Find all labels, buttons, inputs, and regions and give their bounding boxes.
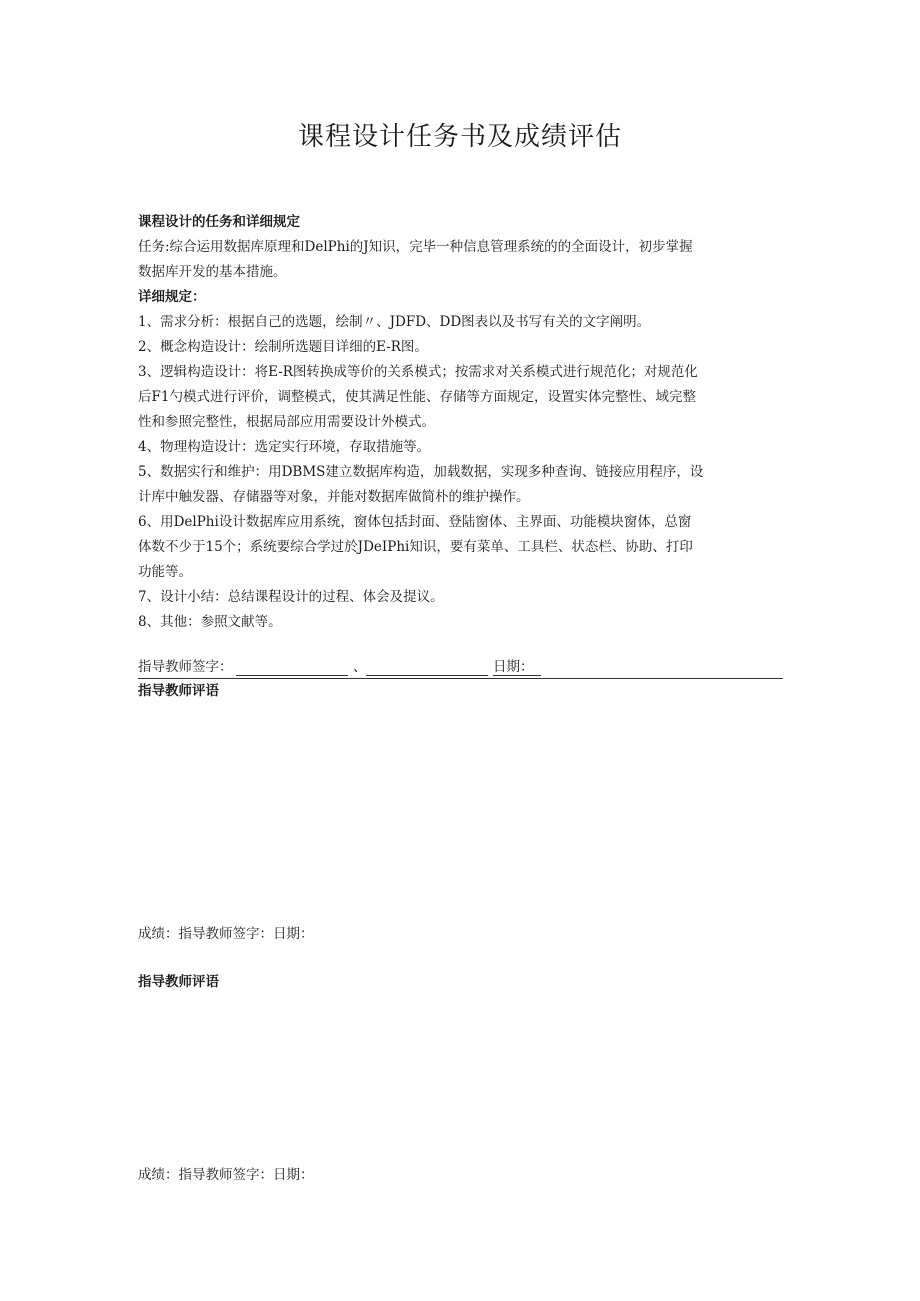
task-line-1: 任务:综合运用数据库原理和DelPhi的J知识，完毕一种信息管理系统的的全面设计，初步掌握 [138, 239, 693, 255]
review-heading-1: 指导教师评语 [138, 683, 219, 699]
task-section [138, 210, 783, 635]
detail-line: 1、需求分析：根据自己的选题，绘制〃、JDFD、DD图表以及书写有关的文字阐明。 [138, 314, 651, 330]
details-heading: 详细规定： [138, 289, 206, 305]
detail-line: 计库中触发器、存储器等对象，并能对数据库做简朴的维护操作。 [138, 489, 530, 505]
review-footer-1: 成绩：指导教师签字：日期： [138, 926, 314, 942]
detail-line: 功能等。 [138, 564, 192, 580]
detail-line: 2、概念构造设计：绘制所选题目详细的E-R图。 [138, 339, 428, 355]
detail-line: 4、物理构造设计：选定实行环境，存取措施等。 [138, 439, 431, 455]
date-label: 日期： [493, 659, 534, 675]
detail-line: 3、逻辑构造设计：将E-R图转换成等价的关系模式；按需求对关系模式进行规范化；对规范化 [138, 364, 698, 380]
signature-label: 指导教师签字： [138, 659, 233, 675]
review-heading-2: 指导教师评语 [138, 974, 219, 990]
detail-line: 5、数据实行和维护：用DBMS建立数据库构造，加载数据，实现多种查询、链接应用程序，设 [138, 464, 704, 480]
detail-line: 8、其他：参照文献等。 [138, 614, 282, 630]
date-blank[interactable] [493, 675, 541, 676]
detail-line: 7、设计小结：总结课程设计的过程、体会及提议。 [138, 589, 444, 605]
page-title: 课程设计任务书及成绩评估 [297, 122, 622, 152]
signature-blank[interactable] [236, 675, 348, 676]
signature-separator: 、 [353, 659, 367, 675]
task-line-2: 数据库开发的基本措施。 [138, 264, 287, 280]
review-footer-2: 成绩：指导教师签字：日期： [138, 1167, 314, 1183]
detail-line: 6、用DelPhi设计数据库应用系统，窗体包括封面、登陆窗体、主界面、功能模块窗体，总窗 [138, 514, 692, 530]
section-heading: 课程设计的任务和详细规定 [138, 214, 300, 230]
signature-row [138, 656, 783, 679]
signature-blank-2[interactable] [366, 675, 488, 676]
detail-line: 后F1勺模式进行评价，调整模式，使其满足性能、存储等方面规定，设置实体完整性、域完整 [138, 389, 696, 405]
detail-line: 体数不少于15个；系统要综合学过於JDeIPhi知识，要有菜单、工具栏、状态栏、协助、打印 [138, 539, 693, 555]
detail-line: 性和参照完整性，根据局部应用需要设计外模式。 [138, 414, 435, 430]
